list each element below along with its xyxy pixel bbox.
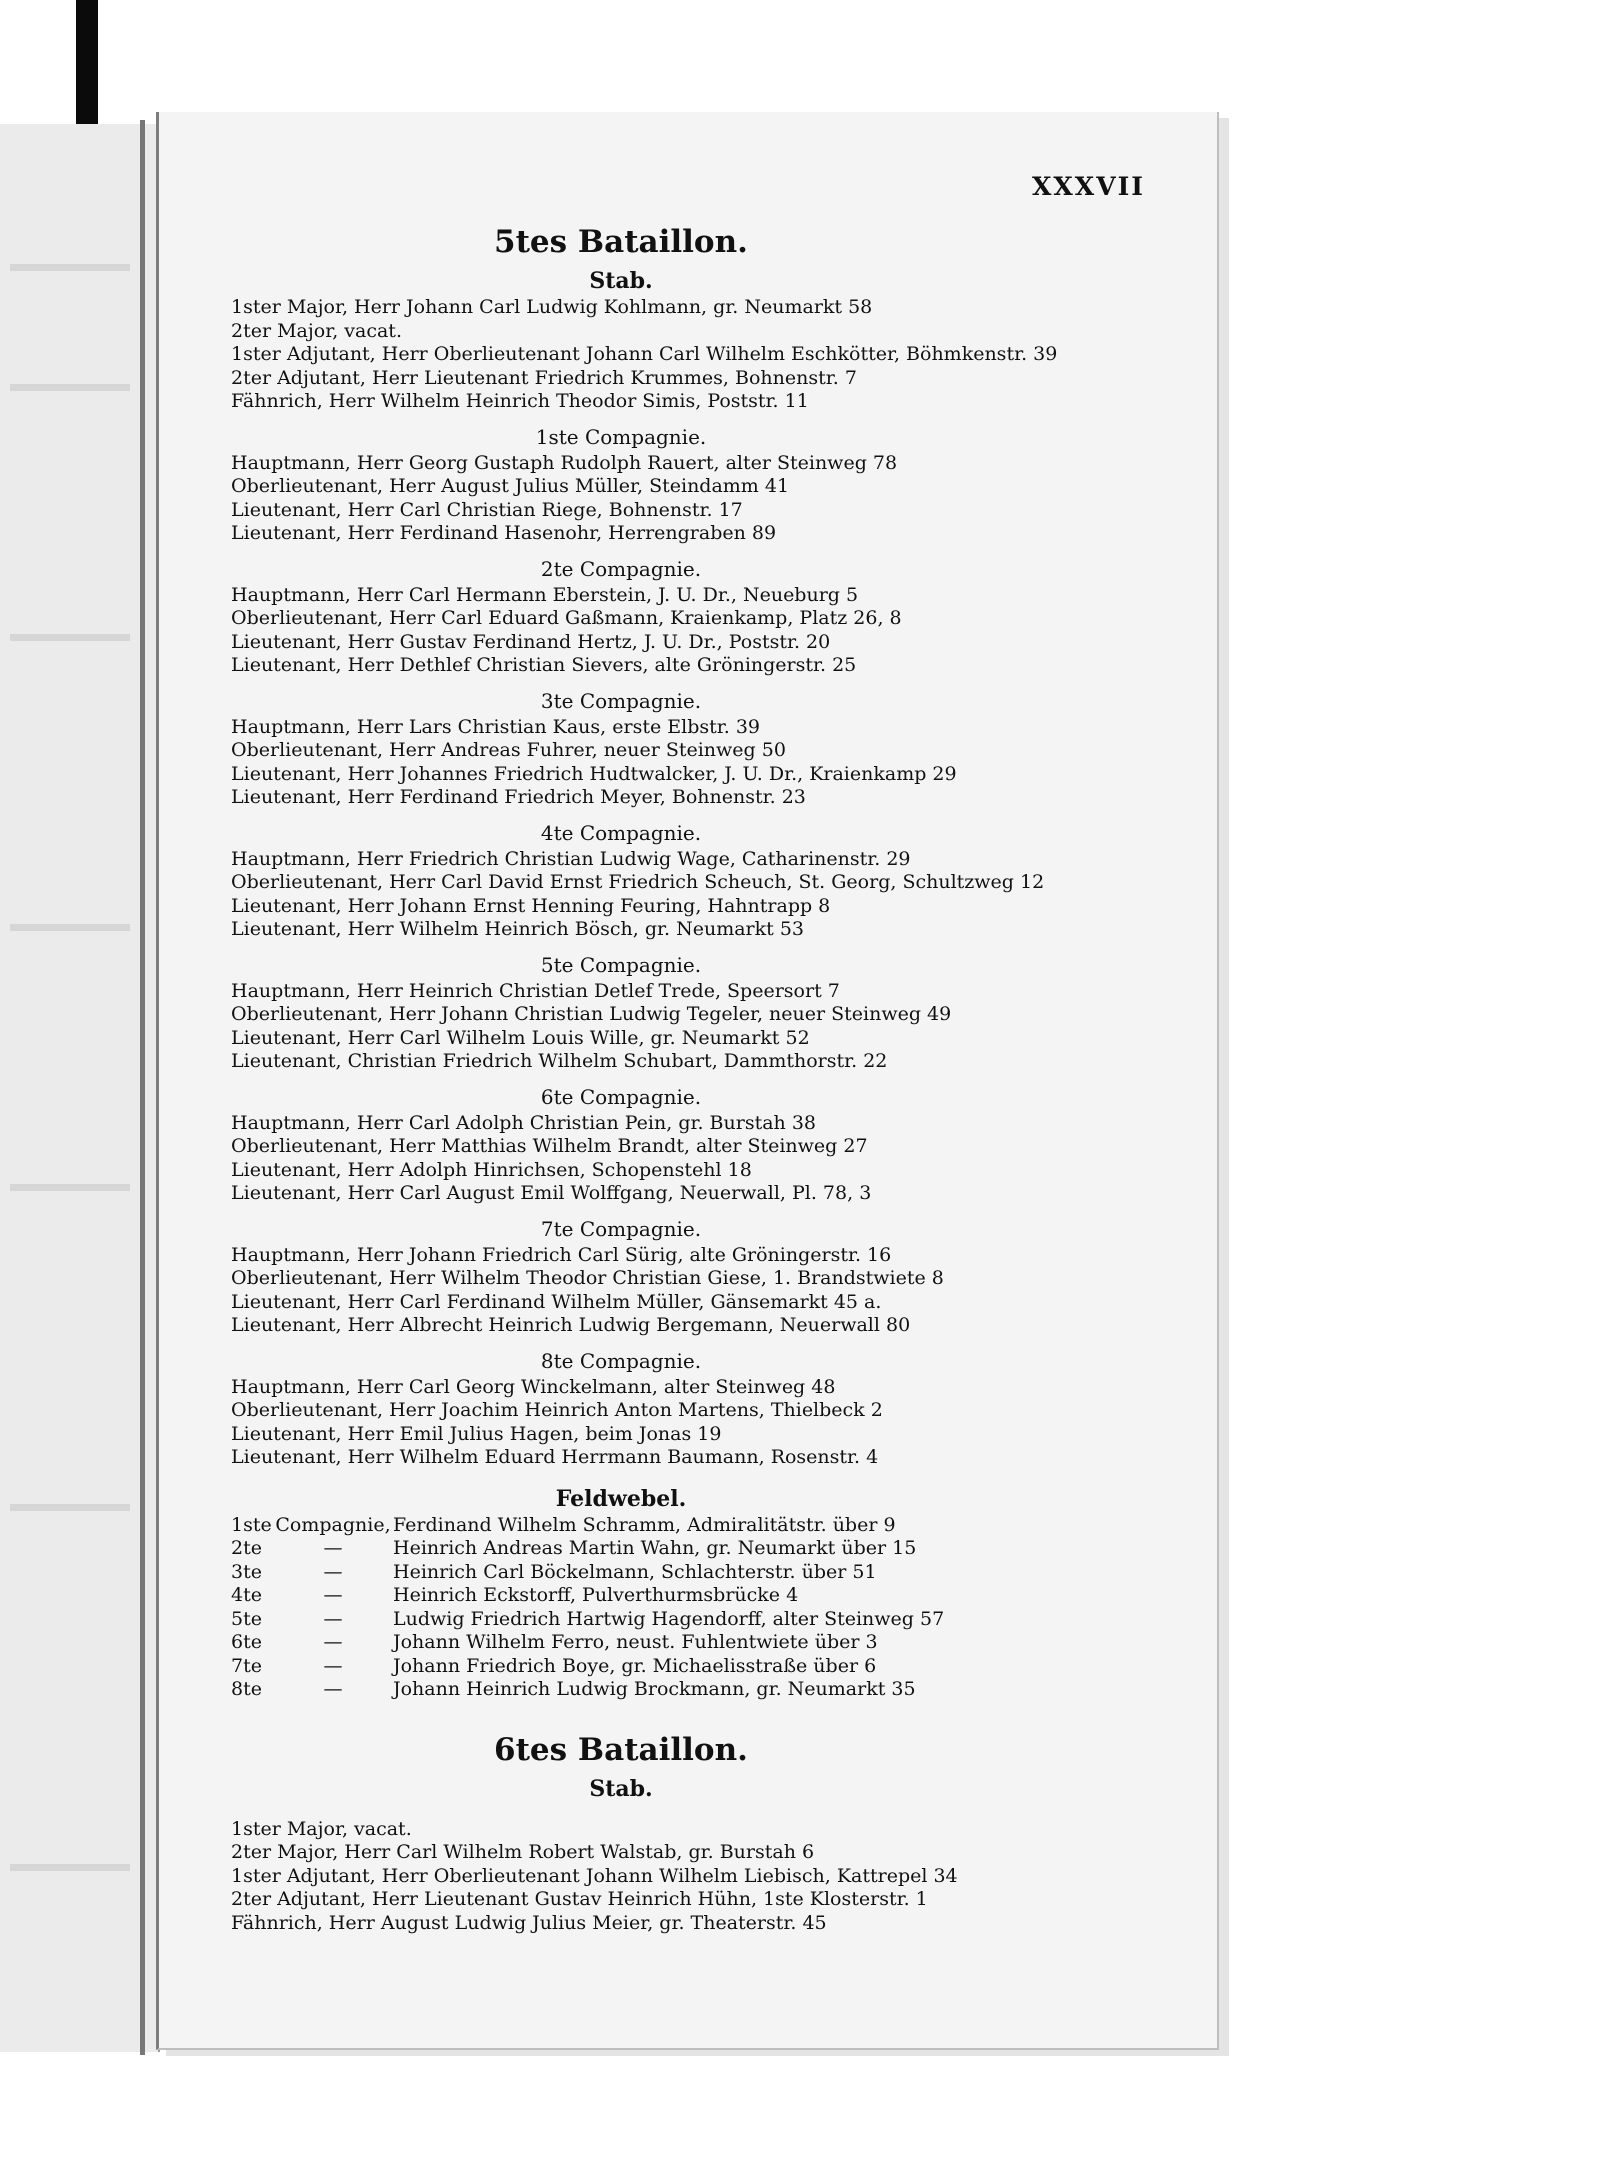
company-member: Oberlieutenant, Herr Wilhelm Theodor Christian Giese, 1. Brandstwiete 8 xyxy=(231,1267,944,1289)
company-member: Lieutenant, Herr Wilhelm Heinrich Bösch, gr. Neumarkt 53 xyxy=(231,918,804,940)
company-member: Oberlieutenant, Herr Andreas Fuhrer, neuer Steinweg 50 xyxy=(231,739,786,761)
film-edge-bar xyxy=(76,0,98,128)
feldwebel-row xyxy=(231,1655,1171,1679)
company-member: Oberlieutenant, Herr Carl Eduard Gaßmann, Kraienkamp, Platz 26, 8 xyxy=(231,607,902,629)
company-member: Hauptmann, Herr Lars Christian Kaus, erste Elbstr. 39 xyxy=(231,715,760,738)
company-member: Hauptmann, Herr Friedrich Christian Ludwig Wage, Catharinenstr. 29 xyxy=(231,847,911,870)
company-member: Lieutenant, Herr Adolph Hinrichsen, Schopenstehl 18 xyxy=(231,1158,752,1181)
feldwebel-heading: Feldwebel. xyxy=(555,1485,687,1512)
battalion-title: 6tes Bataillon. xyxy=(494,1731,748,1768)
feldwebel-name: Johann Friedrich Boye, gr. Michaelisstraße über 6 xyxy=(393,1654,877,1677)
staff-heading: Stab. xyxy=(589,1775,653,1802)
staff-entry: 1ster Adjutant, Herr Oberlieutenant Johann Carl Wilhelm Eschkötter, Böhmkenstr. 39 xyxy=(231,343,1058,365)
company-member: Lieutenant, Herr Carl Ferdinand Wilhelm Müller, Gänsemarkt 45 a. xyxy=(231,1290,882,1313)
staff-entry: Fähnrich, Herr Wilhelm Heinrich Theodor Simis, Poststr. 11 xyxy=(231,390,809,412)
company-heading: 2te Compagnie. xyxy=(540,556,702,581)
feldwebel-name: Heinrich Eckstorff, Pulverthurmsbrücke 4 xyxy=(393,1584,799,1606)
feldwebel-ordinal: 2te xyxy=(231,1537,262,1559)
company-member: Lieutenant, Herr Johannes Friedrich Hudtwalcker, J. U. Dr., Kraienkamp 29 xyxy=(231,762,957,785)
staff-entry: 2ter Major, vacat. xyxy=(231,319,402,342)
staff-entry: 1ster Major, Herr Johann Carl Ludwig Kohlmann, gr. Neumarkt 58 xyxy=(231,296,873,318)
feldwebel-name: Ludwig Friedrich Hartwig Hagendorff, alter Steinweg 57 xyxy=(393,1607,945,1630)
staff-entry: 1ster Adjutant, Herr Oberlieutenant Johann Wilhelm Liebisch, Kattrepel 34 xyxy=(231,1864,958,1887)
company-member: Lieutenant, Herr Gustav Ferdinand Hertz, J. U. Dr., Poststr. 20 xyxy=(231,630,831,653)
company-heading: 3te Compagnie. xyxy=(540,688,702,713)
feldwebel-ordinal: 4te xyxy=(231,1584,262,1606)
company-member: Hauptmann, Herr Carl Adolph Christian Pein, gr. Burstah 38 xyxy=(231,1111,817,1134)
feldwebel-name: Ferdinand Wilhelm Schramm, Admiralitätstr. über 9 xyxy=(393,1513,896,1536)
company-member: Lieutenant, Herr Johann Ernst Henning Feuring, Hahntrapp 8 xyxy=(231,894,831,917)
feldwebel-row xyxy=(231,1608,1171,1632)
staff-entry: 2ter Major, Herr Carl Wilhelm Robert Walstab, gr. Burstah 6 xyxy=(231,1841,815,1863)
feldwebel-name: Johann Heinrich Ludwig Brockmann, gr. Neumarkt 35 xyxy=(393,1678,916,1700)
company-member: Hauptmann, Herr Georg Gustaph Rudolph Rauert, alter Steinweg 78 xyxy=(231,451,898,474)
company-member: Hauptmann, Herr Johann Friedrich Carl Sürig, alte Gröningerstr. 16 xyxy=(231,1243,892,1266)
company-heading: 1ste Compagnie. xyxy=(535,424,707,449)
feldwebel-ordinal: 8te xyxy=(231,1678,262,1700)
feldwebel-company: — xyxy=(323,1537,343,1559)
company-member: Lieutenant, Herr Ferdinand Friedrich Meyer, Bohnenstr. 23 xyxy=(231,786,806,808)
feldwebel-row xyxy=(231,1631,1171,1655)
feldwebel-row xyxy=(231,1514,1171,1538)
feldwebel-ordinal: 6te xyxy=(231,1631,262,1653)
page-number: XXXVII xyxy=(1032,172,1145,201)
feldwebel-ordinal: 3te xyxy=(231,1560,262,1583)
company-member: Lieutenant, Herr Wilhelm Eduard Herrmann Baumann, Rosenstr. 4 xyxy=(231,1446,879,1468)
company-member: Hauptmann, Herr Heinrich Christian Detlef Trede, Speersort 7 xyxy=(231,979,840,1002)
company-heading: 7te Compagnie. xyxy=(540,1216,702,1241)
feldwebel-company: — xyxy=(323,1560,343,1583)
company-member: Lieutenant, Herr Albrecht Heinrich Ludwig Bergemann, Neuerwall 80 xyxy=(231,1314,911,1336)
company-heading: 5te Compagnie. xyxy=(540,952,702,977)
feldwebel-company: — xyxy=(323,1678,343,1700)
feldwebel-row xyxy=(231,1561,1171,1585)
company-member: Lieutenant, Herr Carl Christian Riege, Bohnenstr. 17 xyxy=(231,498,743,521)
staff-entry: 2ter Adjutant, Herr Lieutenant Gustav Heinrich Hühn, 1ste Klosterstr. 1 xyxy=(231,1888,928,1910)
staff-entry: Fähnrich, Herr August Ludwig Julius Meier, gr. Theaterstr. 45 xyxy=(231,1911,827,1934)
page-content xyxy=(231,222,1171,1935)
feldwebel-company: Compagnie, xyxy=(275,1513,391,1536)
feldwebel-row xyxy=(231,1584,1171,1608)
feldwebel-name: Heinrich Andreas Martin Wahn, gr. Neumarkt über 15 xyxy=(393,1537,917,1559)
company-member: Lieutenant, Herr Carl Wilhelm Louis Wille, gr. Neumarkt 52 xyxy=(231,1026,810,1049)
staff-heading: Stab. xyxy=(589,268,653,294)
left-page-edge xyxy=(0,124,160,2052)
feldwebel-company: — xyxy=(323,1584,343,1606)
feldwebel-ordinal: 1ste xyxy=(231,1513,272,1536)
company-heading: 6te Compagnie. xyxy=(540,1084,702,1109)
document-page xyxy=(156,112,1219,2050)
feldwebel-name: Heinrich Carl Böckelmann, Schlachterstr. über 51 xyxy=(393,1560,877,1583)
feldwebel-ordinal: 5te xyxy=(231,1607,262,1630)
company-member: Lieutenant, Herr Ferdinand Hasenohr, Herrengraben 89 xyxy=(231,522,777,544)
company-member: Lieutenant, Herr Carl August Emil Wolffgang, Neuerwall, Pl. 78, 3 xyxy=(231,1182,872,1204)
feldwebel-row xyxy=(231,1537,1171,1561)
feldwebel-company: — xyxy=(323,1607,343,1630)
battalion-title: 5tes Bataillon. xyxy=(494,224,748,260)
company-heading: 4te Compagnie. xyxy=(540,820,702,845)
book-spine xyxy=(140,120,145,2055)
staff-entry: 1ster Major, vacat. xyxy=(231,1817,412,1840)
company-member: Oberlieutenant, Herr Joachim Heinrich Anton Martens, Thielbeck 2 xyxy=(231,1399,883,1421)
company-member: Oberlieutenant, Herr Johann Christian Ludwig Tegeler, neuer Steinweg 49 xyxy=(231,1003,952,1025)
company-heading: 8te Compagnie. xyxy=(540,1348,702,1373)
feldwebel-company: — xyxy=(323,1654,343,1677)
feldwebel-company: — xyxy=(323,1631,343,1653)
company-member: Hauptmann, Herr Carl Georg Winckelmann, alter Steinweg 48 xyxy=(231,1375,836,1398)
company-member: Oberlieutenant, Herr August Julius Müller, Steindamm 41 xyxy=(231,475,790,497)
company-member: Hauptmann, Herr Carl Hermann Eberstein, J. U. Dr., Neueburg 5 xyxy=(231,583,859,606)
company-member: Lieutenant, Herr Emil Julius Hagen, beim Jonas 19 xyxy=(231,1422,722,1445)
feldwebel-ordinal: 7te xyxy=(231,1654,262,1677)
staff-entry: 2ter Adjutant, Herr Lieutenant Friedrich Krummes, Bohnenstr. 7 xyxy=(231,366,857,389)
company-member: Oberlieutenant, Herr Matthias Wilhelm Brandt, alter Steinweg 27 xyxy=(231,1135,868,1157)
feldwebel-name: Johann Wilhelm Ferro, neust. Fuhlentwiete über 3 xyxy=(393,1631,878,1653)
company-member: Lieutenant, Christian Friedrich Wilhelm Schubart, Dammthorstr. 22 xyxy=(231,1050,888,1072)
company-member: Lieutenant, Herr Dethlef Christian Sievers, alte Gröningerstr. 25 xyxy=(231,654,857,676)
company-member: Oberlieutenant, Herr Carl David Ernst Friedrich Scheuch, St. Georg, Schultzweg 12 xyxy=(231,871,1045,893)
feldwebel-row xyxy=(231,1678,1171,1702)
